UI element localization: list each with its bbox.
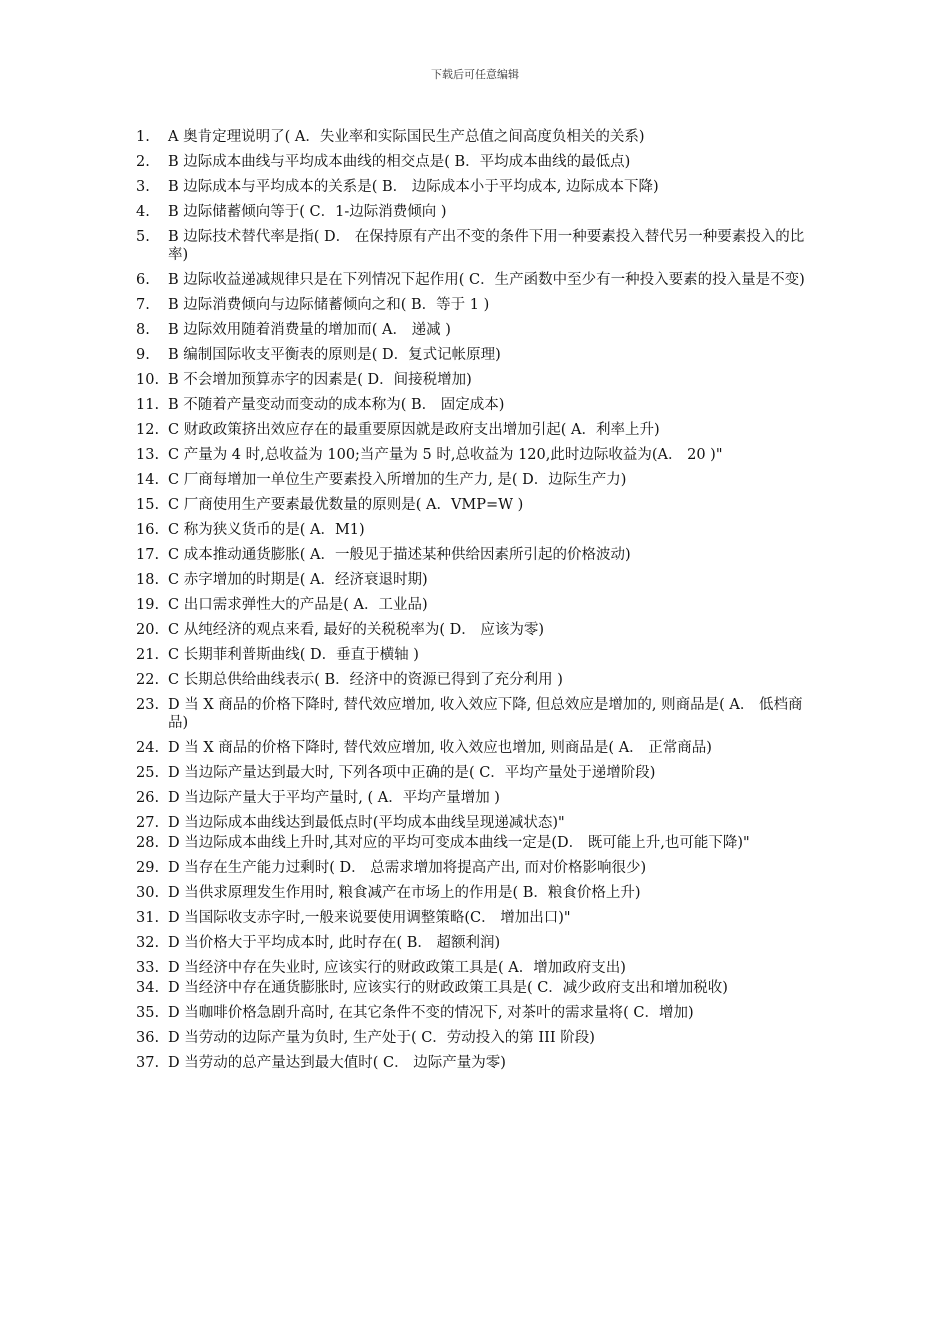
list-item: [130, 621, 810, 639]
item-text: C 长期总供给曲线表示( B．经济中的资源已得到了充分利用 ): [168, 672, 563, 688]
item-number: 2.: [136, 154, 150, 170]
item-text: B 边际成本曲线与平均成本曲线的相交点是( B．平均成本曲线的最低点): [168, 154, 631, 170]
item-text: D 当劳动的边际产量为负时, 生产处于( C．劳动投入的第 III 阶段): [168, 1030, 595, 1046]
list-item: [130, 934, 810, 952]
list-item: [130, 471, 810, 489]
item-number: 11.: [136, 397, 160, 413]
item-number: 7.: [136, 297, 150, 313]
item-text: C 财政政策挤出效应存在的最重要原因就是政府支出增加引起( A．利率上升): [168, 422, 660, 438]
item-text: B 边际成本与平均成本的关系是( B． 边际成本小于平均成本, 边际成本下降): [168, 179, 659, 195]
item-number: 21.: [136, 647, 160, 663]
item-text: C 厂商每增加一单位生产要素投入所增加的生产力, 是( D．边际生产力): [168, 472, 627, 488]
list-item: [130, 1054, 810, 1072]
list-item: [130, 271, 810, 289]
list-item: [130, 1029, 810, 1047]
list-item: [130, 128, 810, 146]
list-item: [130, 446, 810, 464]
item-text: D 当边际成本曲线上升时,其对应的平均可变成本曲线一定是(D． 既可能上升,也可能下降)": [168, 835, 750, 851]
item-number: 26.: [136, 790, 160, 806]
item-text: D 当 X 商品的价格下降时, 替代效应增加, 收入效应也增加, 则商品是( A． 正常商品): [168, 740, 712, 756]
list-item: [130, 671, 810, 689]
item-number: 17.: [136, 547, 160, 563]
list-item: [130, 814, 810, 832]
item-text: B 边际消费倾向与边际储蓄倾向之和( B．等于 1 ): [168, 297, 490, 313]
item-text: C 长期菲利普斯曲线( D．垂直于横轴 ): [168, 647, 419, 663]
item-text: D 当劳动的总产量达到最大值时( C． 边际产量为零): [168, 1055, 506, 1071]
item-text: B 边际收益递减规律只是在下列情况下起作用( C．生产函数中至少有一种投入要素的投入量是不变): [168, 272, 805, 288]
item-number: 37.: [136, 1055, 160, 1071]
item-number: 6.: [136, 272, 150, 288]
item-number: 29.: [136, 860, 160, 876]
item-number: 27.: [136, 815, 160, 831]
item-text: D 当国际收支赤字时,一般来说要使用调整策略(C． 增加出口)": [168, 910, 571, 926]
item-number: 19.: [136, 597, 160, 613]
page-header: 下载后可任意编辑: [431, 68, 519, 81]
list-item: [130, 1004, 810, 1022]
list-item: [130, 959, 810, 977]
item-number: 31.: [136, 910, 160, 926]
item-number: 34.: [136, 980, 160, 996]
item-number: 32.: [136, 935, 160, 951]
list-item: [130, 979, 810, 997]
list-item: [130, 909, 810, 927]
item-number: 35.: [136, 1005, 160, 1021]
list-item: [130, 321, 810, 339]
item-number: 5.: [136, 229, 150, 245]
item-text: B 边际储蓄倾向等于( C．1-边际消费倾向 ): [168, 204, 447, 220]
item-text: B 边际效用随着消费量的增加而( A． 递减 ): [168, 322, 451, 338]
item-number: 13.: [136, 447, 160, 463]
item-text: D 当存在生产能力过剩时( D． 总需求增加将提高产出, 而对价格影响很少): [168, 860, 647, 876]
item-number: 9.: [136, 347, 150, 363]
item-text: D 当边际成本曲线达到最低点时(平均成本曲线呈现递减状态)": [168, 815, 565, 831]
item-number: 23.: [136, 697, 160, 713]
item-number: 22.: [136, 672, 160, 688]
list-item: [130, 834, 810, 852]
item-text: B 不会增加预算赤字的因素是( D．间接税增加): [168, 372, 472, 388]
item-number: 10.: [136, 372, 160, 388]
item-text: D 当经济中存在失业时, 应该实行的财政政策工具是( A．增加政府支出): [168, 960, 626, 976]
item-number: 18.: [136, 572, 160, 588]
item-text: C 产量为 4 时,总收益为 100;当产量为 5 时,总收益为 120,此时边际收益为(A． 20 )": [168, 447, 723, 463]
item-number: 24.: [136, 740, 160, 756]
list-item: [130, 789, 810, 807]
item-number: 15.: [136, 497, 160, 513]
list-item: [130, 596, 810, 614]
item-number: 25.: [136, 765, 160, 781]
item-text: D 当咖啡价格急剧升高时, 在其它条件不变的情况下, 对茶叶的需求量将( C．增加): [168, 1005, 694, 1021]
list-item: [130, 521, 810, 539]
item-text: B 不随着产量变动而变动的成本称为( B． 固定成本): [168, 397, 505, 413]
list-item: [130, 228, 810, 264]
list-item: [130, 421, 810, 439]
item-number: 16.: [136, 522, 160, 538]
item-number: 4.: [136, 204, 150, 220]
list-item: [130, 346, 810, 364]
item-number: 8.: [136, 322, 150, 338]
item-text: C 赤字增加的时期是( A．经济衰退时期): [168, 572, 428, 588]
list-item: [130, 546, 810, 564]
list-item: [130, 696, 810, 732]
item-text: C 从纯经济的观点来看, 最好的关税税率为( D． 应该为零): [168, 622, 545, 638]
item-number: 14.: [136, 472, 160, 488]
list-item: [130, 396, 810, 414]
item-text: C 成本推动通货膨胀( A．一般见于描述某种供给因素所引起的价格波动): [168, 547, 631, 563]
item-number: 20.: [136, 622, 160, 638]
item-number: 36.: [136, 1030, 160, 1046]
question-list: [130, 128, 810, 1079]
item-text: D 当边际产量达到最大时, 下列各项中正确的是( C．平均产量处于递增阶段): [168, 765, 656, 781]
item-text: C 出口需求弹性大的产品是( A．工业品): [168, 597, 428, 613]
item-text: C 称为狭义货币的是( A．M1): [168, 522, 365, 538]
item-text: B 边际技术替代率是指( D． 在保持原有产出不变的条件下用一种要素投入替代另一种要素投入的比率): [168, 229, 805, 263]
item-text: D 当供求原理发生作用时, 粮食减产在市场上的作用是( B．粮食价格上升): [168, 885, 641, 901]
item-text: D 当边际产量大于平均产量时, ( A．平均产量增加 ): [168, 790, 500, 806]
list-item: [130, 203, 810, 221]
item-number: 12.: [136, 422, 160, 438]
item-text: B 编制国际收支平衡表的原则是( D．复式记帐原理): [168, 347, 501, 363]
item-number: 28.: [136, 835, 160, 851]
list-item: [130, 571, 810, 589]
list-item: [130, 646, 810, 664]
item-text: C 厂商使用生产要素最优数量的原则是( A．VMP=W ): [168, 497, 524, 513]
item-number: 30.: [136, 885, 160, 901]
item-text: D 当经济中存在通货膨胀时, 应该实行的财政政策工具是( C．减少政府支出和增加税收): [168, 980, 728, 996]
item-number: 33.: [136, 960, 160, 976]
list-item: [130, 371, 810, 389]
list-item: [130, 178, 810, 196]
item-text: D 当价格大于平均成本时, 此时存在( B． 超额利润): [168, 935, 501, 951]
list-item: [130, 153, 810, 171]
list-item: [130, 859, 810, 877]
list-item: [130, 764, 810, 782]
list-item: [130, 884, 810, 902]
list-item: [130, 296, 810, 314]
list-item: [130, 739, 810, 757]
list-item: [130, 496, 810, 514]
item-number: 3.: [136, 179, 150, 195]
item-number: 1.: [136, 129, 150, 145]
item-text: D 当 X 商品的价格下降时, 替代效应增加, 收入效应下降, 但总效应是增加的, 则商品是( A． 低档商品): [168, 697, 803, 731]
item-text: A 奥肯定理说明了( A．失业率和实际国民生产总值之间高度负相关的关系): [168, 129, 645, 145]
